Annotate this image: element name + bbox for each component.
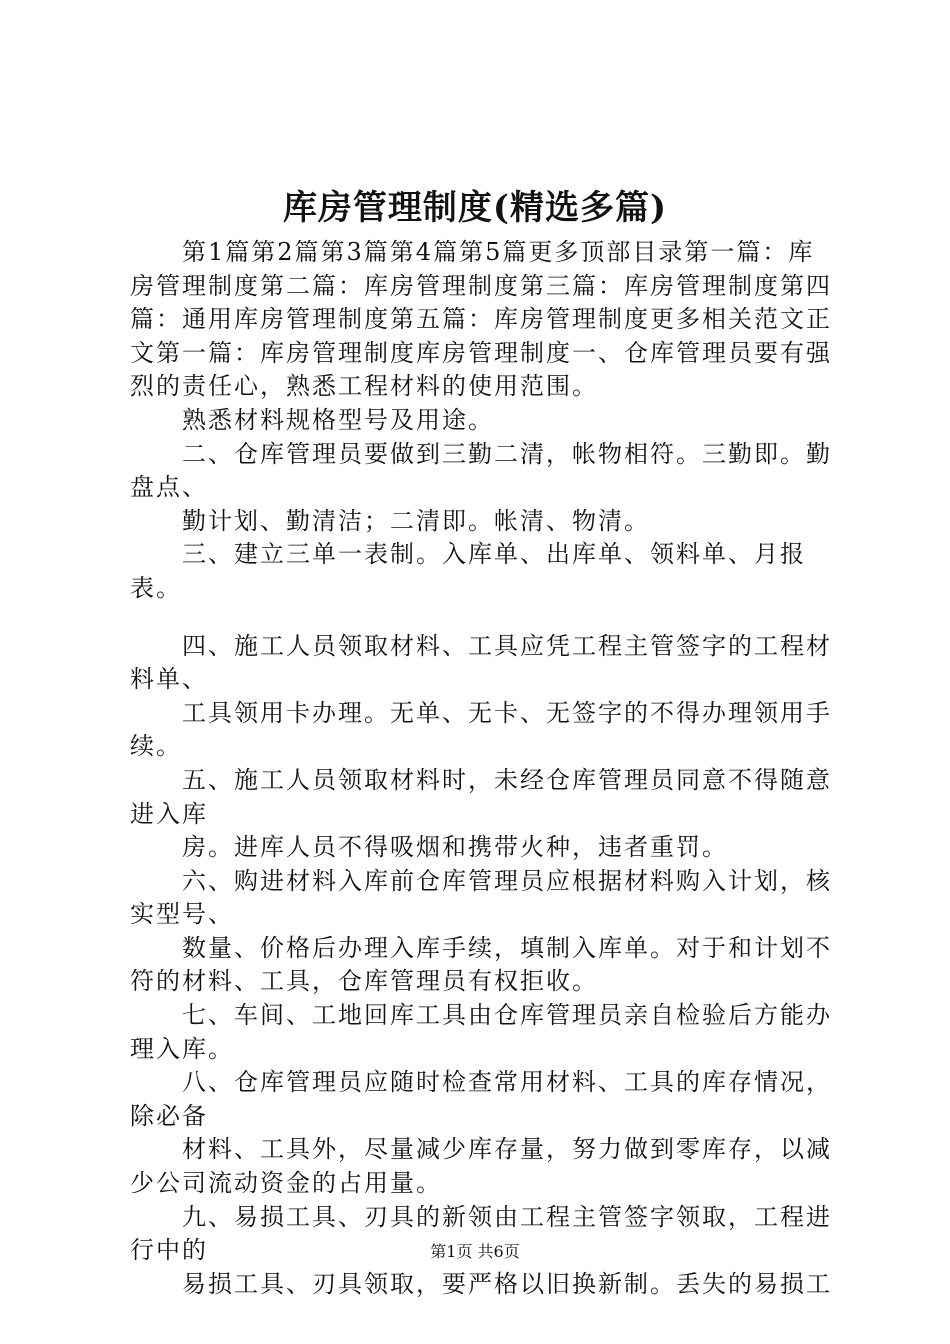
paragraph: 勤计划、勤清洁；二清即。帐清、物清。 [182,506,650,535]
paragraph: 八、仓库管理员应随时检查常用材料、工具的库存情况，除必备 [130,1068,832,1130]
paragraph-spacer [130,606,835,630]
paragraph-toc: 第1篇第2篇第3篇第4篇第5篇更多顶部目录第一篇：库房管理制度第二篇：库房管理制度第三篇：库房管理制度第四篇：通用库房管理制度第五篇：库房管理制度更多相关范文正文第一篇：库房管理制度库房管理制度一、仓库管理员要有强烈的责任心，熟悉工程材料的使用范围。 [130,238,832,401]
paragraph: 数量、价格后办理入库手续，填制入库单。对于和计划不符的材料、工具，仓库管理员有权拒收。 [130,933,832,996]
paragraph: 工具领用卡办理。无单、无卡、无签字的不得办理领用手续。 [130,698,832,761]
paragraph: 易损工具、刃具领取，要严格以旧换新制。丢失的易损工 [182,1269,832,1298]
paragraph: 房。进库人员不得吸烟和携带火种，违者重罚。 [182,833,728,862]
paragraph: 九、易损工具、刃具的新领由工程主管签字领取，工程进行中的 [130,1202,832,1265]
document-body [130,236,835,1301]
paragraph: 四、施工人员领取材料、工具应凭工程主管签字的工程材料单、 [130,631,832,694]
document-title: 库房管理制度(精选多篇) [282,188,668,228]
paragraph: 五、施工人员领取材料时，未经仓库管理员同意不得随意进入库 [130,765,832,828]
page-number: 第1页 共6页 [430,1242,520,1261]
paragraph: 二、仓库管理员要做到三勤二清，帐物相符。三勤即。勤盘点、 [130,439,832,502]
paragraph: 七、车间、工地回库工具由仓库管理员亲自检验后方能办理入库。 [130,1001,832,1063]
paragraph: 材料、工具外，尽量减少库存量，努力做到零库存，以减少公司流动资金的占用量。 [130,1135,832,1198]
paragraph: 熟悉材料规格型号及用途。 [182,405,494,434]
paragraph: 六、购进材料入库前仓库管理员应根据材料购入计划，核实型号、 [130,866,832,929]
paragraph: 三、建立三单一表制。入库单、出库单、领料单、月报表。 [130,540,806,602]
